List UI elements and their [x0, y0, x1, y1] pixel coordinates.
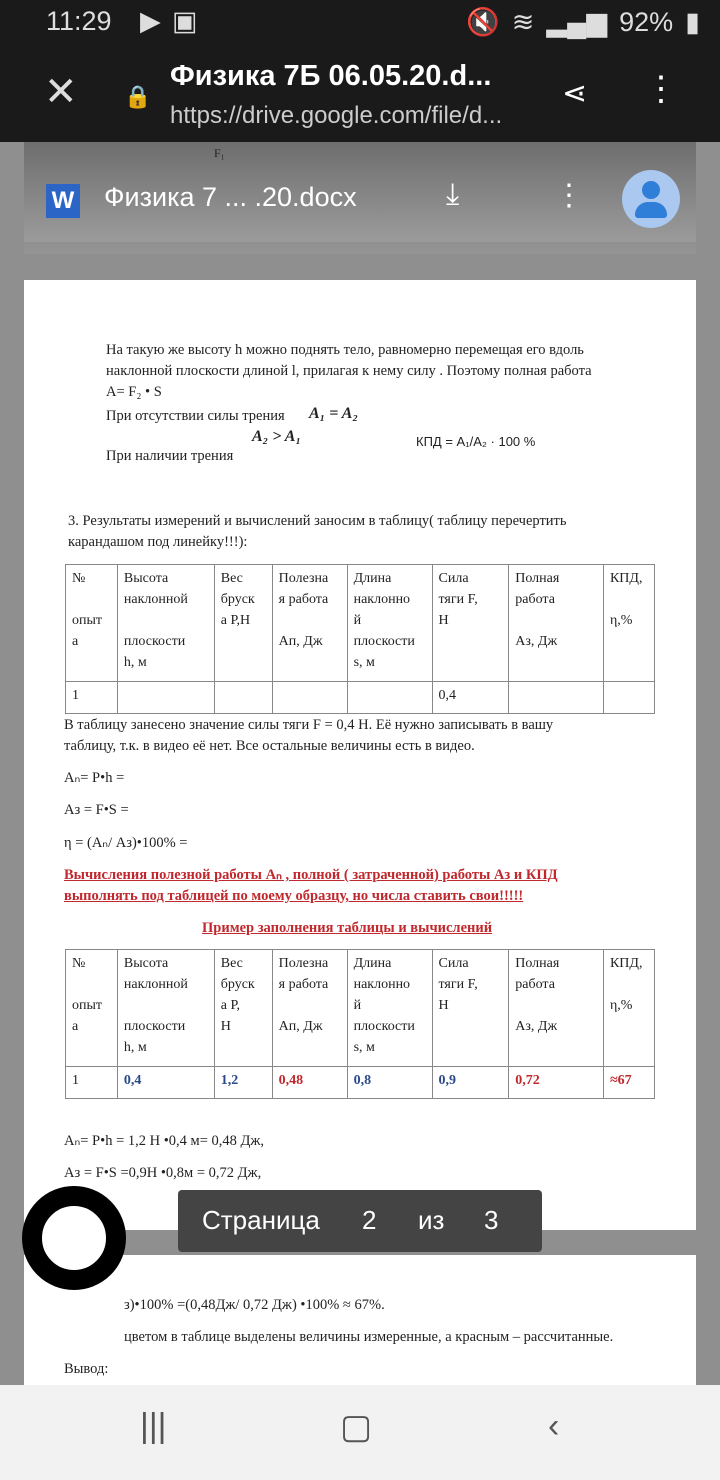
text-line: Aₙ= P•h =: [64, 770, 125, 786]
table-cell: КПД, η,%: [603, 565, 654, 682]
table-cell: 1: [66, 1067, 118, 1099]
table-cell: ≈67: [603, 1067, 654, 1099]
page-indicator-toast: [178, 1190, 542, 1252]
table-cell: КПД, η,%: [603, 950, 654, 1067]
table-cell: Вес бруск а Р,Н: [214, 565, 272, 682]
efficiency-formula: КПД = A₁/A₂ · 100 %: [416, 434, 536, 449]
document-header: [24, 142, 696, 254]
page-title: Физика 7Б 06.05.20.d...: [170, 60, 492, 92]
close-icon[interactable]: ✕: [44, 70, 78, 114]
table-cell: 0,9: [432, 1067, 509, 1099]
of-word: из: [418, 1205, 445, 1235]
text-line: При наличии трения: [106, 448, 234, 464]
battery-icon: ▮: [685, 6, 700, 37]
table-cell: [509, 682, 604, 714]
document-page: [24, 1255, 696, 1385]
browser-toolbar: [0, 46, 720, 142]
table-cell: 0,4: [432, 682, 509, 714]
recents-icon[interactable]: |||: [140, 1407, 167, 1445]
word-icon: W: [46, 184, 80, 218]
table-cell: Вес бруск а Р, Н: [214, 950, 272, 1067]
wifi-icon: ≋: [511, 6, 535, 37]
table-cell: Полезна я работа Ап, Дж: [272, 950, 347, 1067]
floating-button[interactable]: [22, 1186, 126, 1290]
battery-percent: 92%: [619, 6, 674, 37]
more-options-icon[interactable]: ⋮: [554, 179, 584, 212]
text-line: На такую же высоту h можно поднять тело, равномерно перемещая его вдоль: [106, 342, 584, 358]
url-text[interactable]: https://drive.google.com/file/d...: [170, 102, 503, 129]
image-icon: ▣: [172, 6, 198, 36]
lock-icon[interactable]: 🔒: [124, 84, 152, 109]
table-cell: [347, 682, 432, 714]
example-table: [65, 949, 655, 1099]
text-line: η = (Aₙ/ Аз)•100% =: [64, 835, 188, 851]
table-cell: Полная работа Аз, Дж: [509, 950, 604, 1067]
table-cell: 0,48: [272, 1067, 347, 1099]
table-cell: Полезна я работа Ап, Дж: [272, 565, 347, 682]
text-line: карандашом под линейку!!!):: [68, 534, 248, 550]
download-icon[interactable]: ⤓: [446, 178, 460, 211]
play-icon: ▶: [140, 6, 161, 36]
text-line: наклонной плоскости длиной l, прилагая к нему силу . Поэтому полная работа: [106, 363, 592, 379]
table-cell: 0,4: [117, 1067, 214, 1099]
table-cell: 1,2: [214, 1067, 272, 1099]
table-cell: 0,8: [347, 1067, 432, 1099]
table-cell: [603, 682, 654, 714]
text-line: таблицу, т.к. в видео её нет. Все остальные величины есть в видео.: [64, 738, 475, 754]
table-cell: [272, 682, 347, 714]
status-bar: [0, 0, 720, 46]
signal-icon: ▂▄▆: [546, 6, 608, 37]
table-cell: Сила тяги F, Н: [432, 950, 509, 1067]
table-cell: Высота наклонной плоскости h, м: [117, 565, 214, 682]
page-word: Страница: [202, 1205, 320, 1235]
text-line: Аз = F•S =: [64, 802, 129, 818]
text-line: Вывод:: [64, 1361, 109, 1377]
table-cell: 0,72: [509, 1067, 604, 1099]
navigation-bar: [0, 1385, 720, 1480]
table-cell: Полная работа Аз, Дж: [509, 565, 604, 682]
table-cell: Сила тяги F, Н: [432, 565, 509, 682]
text-line: Aₙ= P•h = 1,2 Н •0,4 м= 0,48 Дж,: [64, 1133, 265, 1149]
text-line: При отсутствии силы трения: [106, 408, 285, 424]
text-line: A= F₂ • S: [106, 384, 162, 400]
text-line: з)•100% =(0,48Дж/ 0,72 Дж) •100% ≈ 67%.: [124, 1297, 385, 1313]
instruction-text: Вычисления полезной работы Aₙ , полной ( затраченной) работы Аз и КПД: [64, 867, 558, 883]
more-icon[interactable]: ⋮: [644, 70, 678, 108]
back-icon[interactable]: ‹: [548, 1407, 560, 1445]
share-icon[interactable]: ⋖: [562, 77, 588, 110]
table-cell: Длина наклонно й плоскости s, м: [347, 565, 432, 682]
mute-icon: 🔇: [466, 7, 500, 37]
table-cell: [214, 682, 272, 714]
text-line: цветом в таблице выделены величины измеренные, а красным – рассчитанные.: [124, 1329, 614, 1345]
table-cell: [117, 682, 214, 714]
table-cell: № опыт а: [66, 950, 118, 1067]
table-cell: № опыт а: [66, 565, 118, 682]
document-page: [24, 280, 696, 1230]
figure-label: F₁: [214, 146, 225, 160]
file-name: Физика 7 ... .20.docx: [104, 182, 357, 212]
text-line: Аз = F•S =0,9Н •0,8м = 0,72 Дж,: [64, 1165, 262, 1181]
formula: A₂ > A₁: [252, 428, 302, 445]
table-cell: Высота наклонной плоскости h, м: [117, 950, 214, 1067]
current-page: 2: [362, 1205, 377, 1235]
table-cell: Длина наклонно й плоскости s, м: [347, 950, 432, 1067]
avatar[interactable]: [622, 170, 680, 228]
instruction-text: выполнять под таблицей по моему образцу, но числа ставить свои!!!!!: [64, 888, 524, 904]
table-cell: 1: [66, 682, 118, 714]
total-pages: 3: [484, 1205, 499, 1235]
results-table: [65, 564, 655, 714]
text-line: 3. Результаты измерений и вычислений заносим в таблицу( таблицу перечертить: [68, 513, 567, 529]
formula: A₁ = A₂: [309, 405, 359, 422]
clock: 11:29: [46, 6, 112, 36]
text-line: В таблицу занесено значение силы тяги F = 0,4 Н. Её нужно записывать в вашу: [64, 717, 554, 733]
example-heading: Пример заполнения таблицы и вычислений: [202, 920, 493, 936]
home-icon[interactable]: ▢: [340, 1408, 373, 1446]
